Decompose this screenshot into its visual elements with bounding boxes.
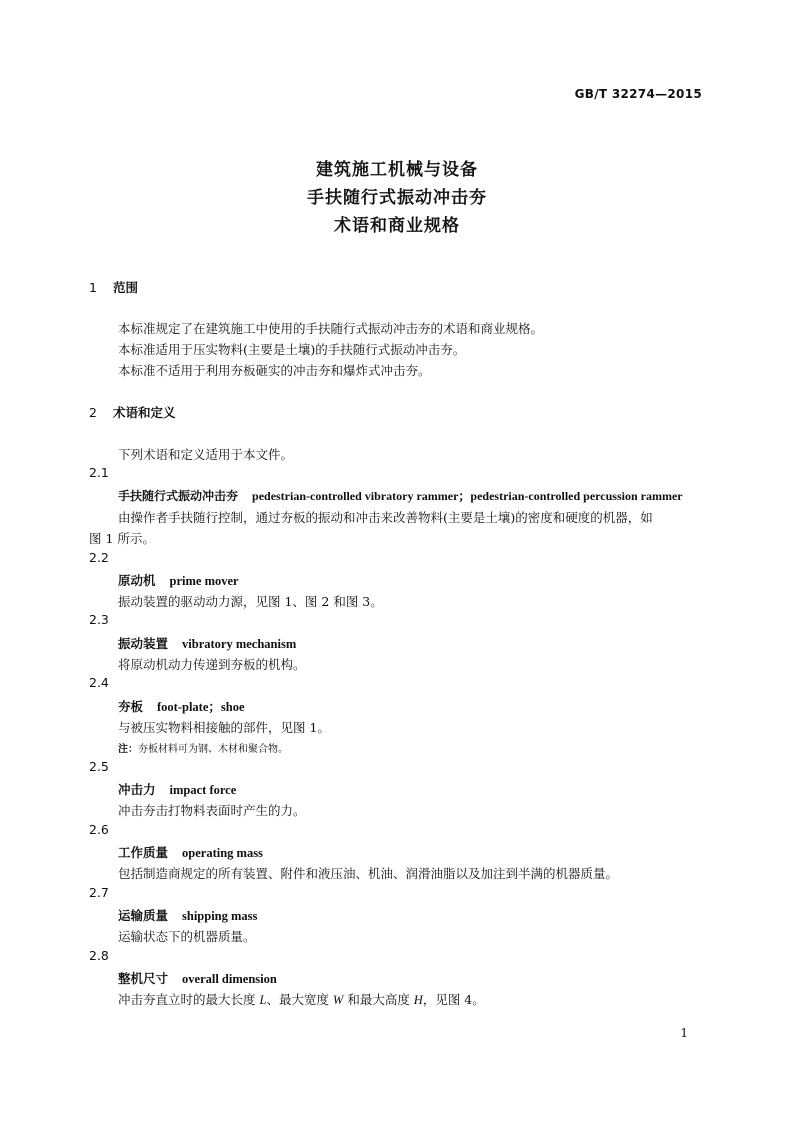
term-entry [118, 780, 236, 798]
term-definition [118, 990, 485, 1008]
page-number: 1 [680, 1026, 688, 1040]
term-en: impact force [169, 783, 237, 797]
clause-number: 2.4 [89, 675, 109, 690]
term-definition: 由操作者手扶随行控制，通过夯板的振动和冲击来改善物料(主要是土壤)的密度和硬度的机器，如 [118, 510, 653, 525]
document-title-line-1: 建筑施工机械与设备 [316, 160, 478, 180]
term-en: foot-plate；shoe [157, 700, 245, 714]
term-entry [118, 843, 263, 861]
term-zh: 工作质量 [118, 845, 169, 860]
term-definition: 运输状态下的机器质量。 [118, 929, 256, 944]
scope-paragraph: 本标准不适用于利用夯板砸实的冲击夯和爆炸式冲击夯。 [118, 363, 431, 378]
variable-width: W [332, 993, 344, 1007]
scope-paragraph: 本标准适用于压实物料(主要是土壤)的手扶随行式振动冲击夯。 [118, 342, 466, 357]
definition-text: 冲击夯直立时的最大长度 [118, 992, 260, 1007]
term-zh: 冲击力 [118, 782, 156, 797]
note-text: 夯板材料可为钢、木材和聚合物。 [138, 744, 288, 755]
term-entry [118, 634, 296, 652]
term-definition: 将原动机动力传递到夯板的机构。 [118, 657, 306, 672]
term-definition: 与被压实物料相接触的部件，见图 1。 [118, 720, 330, 735]
term-entry [118, 697, 245, 715]
term-zh: 夯板 [118, 699, 144, 714]
term-en: shipping mass [182, 909, 258, 923]
clause-number: 2.2 [89, 550, 109, 565]
document-title-line-2: 手扶随行式振动冲击夯 [307, 188, 487, 208]
term-zh: 运输质量 [118, 908, 169, 923]
term-en: operating mass [182, 846, 263, 860]
variable-height: H [413, 993, 423, 1007]
term-zh: 整机尺寸 [118, 971, 169, 986]
term-note [118, 740, 288, 755]
scope-paragraph: 本标准规定了在建筑施工中使用的手扶随行式振动冲击夯的术语和商业规格。 [118, 321, 544, 336]
term-definition: 振动装置的驱动动力源，见图 1、图 2 和图 3。 [118, 594, 383, 609]
section-number: 1 [89, 280, 97, 295]
term-zh: 手扶随行式振动冲击夯 [118, 489, 239, 503]
term-definition: 冲击夯击打物料表面时产生的力。 [118, 803, 306, 818]
term-entry [118, 487, 683, 504]
term-zh: 振动装置 [118, 636, 169, 651]
definition-text: 、最大宽度 [266, 992, 333, 1007]
term-en: prime mover [169, 574, 239, 588]
note-label: 注： [118, 744, 138, 755]
term-en: pedestrian-controlled vibratory rammer；pedestrian-controlled percussion rammer [252, 489, 683, 503]
clause-number: 2.5 [89, 759, 109, 774]
terms-intro: 下列术语和定义适用于本文件。 [118, 447, 294, 462]
term-definition-continued: 图 1 所示。 [89, 531, 155, 546]
term-entry [118, 571, 239, 589]
term-zh: 原动机 [118, 573, 156, 588]
section-2-heading [89, 403, 176, 421]
definition-text: ，见图 4。 [422, 992, 485, 1007]
clause-number: 2.1 [89, 465, 109, 480]
term-entry [118, 906, 257, 924]
clause-number: 2.3 [89, 612, 109, 627]
section-number: 2 [89, 405, 97, 420]
definition-text: 和最大高度 [343, 992, 414, 1007]
clause-number: 2.6 [89, 822, 109, 837]
term-entry [118, 969, 277, 987]
section-title: 范围 [113, 280, 139, 295]
term-definition: 包括制造商规定的所有装置、附件和液压油、机油、润滑油脂以及加注到半满的机器质量。 [118, 866, 619, 881]
clause-number: 2.7 [89, 885, 109, 900]
section-1-heading [89, 278, 138, 296]
document-title-line-3: 术语和商业规格 [334, 216, 460, 236]
variable-length: L [259, 993, 267, 1007]
clause-number: 2.8 [89, 948, 109, 963]
standard-number: GB/T 32274—2015 [574, 87, 702, 101]
section-title: 术语和定义 [113, 405, 176, 420]
term-en: vibratory mechanism [182, 637, 297, 651]
term-en: overall dimension [182, 972, 277, 986]
